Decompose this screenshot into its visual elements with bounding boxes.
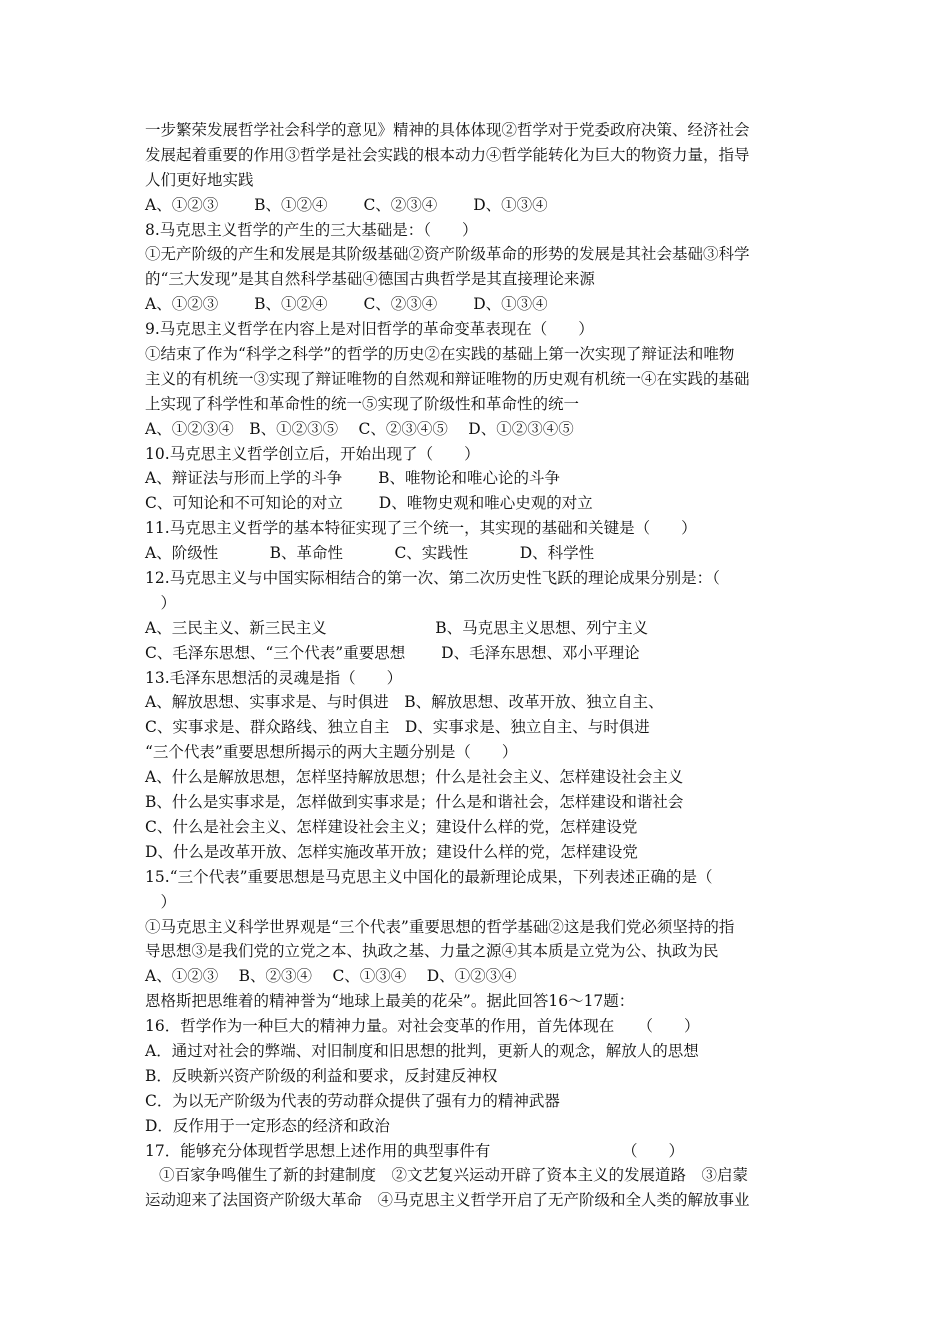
passage-intro: 恩格斯把思维着的精神誉为“地球上最美的花朵”。据此回答16～17题： <box>145 992 635 1011</box>
question-13: 13.毛泽东思想活的灵魂是指（ ） <box>145 668 403 687</box>
answer-options: C、可知论和不可知论的对立 D、唯物史观和唯心史观的对立 <box>145 494 593 513</box>
answer-options: A、三民主义、新三民主义 B、马克思主义思想、列宁主义 <box>145 618 649 637</box>
answer-options: A、①②③④ B、①②③⑤ C、②③④⑤ D、①②③④⑤ <box>145 419 574 438</box>
question-14: “三个代表”重要思想所揭示的两大主题分别是（ ） <box>145 743 518 762</box>
question-17: 17．能够充分体现哲学思想上述作用的典型事件有 （ ） <box>145 1141 684 1160</box>
answer-options: A、①②③ B、①②④ C、②③④ D、①③④ <box>145 295 548 314</box>
question-15: 15.“三个代表”重要思想是马克思主义中国化的最新理论成果，下列表述正确的是（ <box>145 867 713 886</box>
answer-option: B、什么是实事求是，怎样做到实事求是；什么是和谐社会，怎样建设和谐社会 <box>145 793 684 812</box>
text-line: 一步繁荣发展哲学社会科学的意见》精神的具体体现②哲学对于党委政府决策、经济社会 <box>145 121 750 139</box>
text-line: ①无产阶级的产生和发展是其阶级基础②资产阶级革命的形势的发展是其社会基础③科学 <box>145 245 750 264</box>
answer-options: A、辩证法与形而上学的斗争 B、唯物论和唯心论的斗争 <box>145 469 561 488</box>
text-line: 上实现了科学性和革命性的统一⑤实现了阶级性和革命性的统一 <box>145 394 580 413</box>
answer-options: A、解放思想、实事求是、与时俱进 B、解放思想、改革开放、独立自主、 <box>145 693 664 712</box>
text-line: 发展起着重要的作用③哲学是社会实践的根本动力④哲学能转化为巨大的物资力量，指导 <box>145 145 750 164</box>
question-12: 12.马克思主义与中国实际相结合的第一次、第二次历史性飞跃的理论成果分别是：（ <box>145 569 720 588</box>
question-11: 11.马克思主义哲学的基本特征实现了三个统一，其实现的基础和关键是（ ） <box>145 519 697 538</box>
question-16: 16．哲学作为一种巨大的精神力量。对社会变革的作用，首先体现在 （ ） <box>145 1017 700 1036</box>
answer-option: D．反作用于一定形态的经济和政治 <box>145 1116 390 1135</box>
text-line: ①结束了作为“科学之科学”的哲学的历史②在实践的基础上第一次实现了辩证法和唯物 <box>145 345 735 364</box>
answer-options: C、毛泽东思想、“三个代表”重要思想 D、毛泽东思想、邓小平理论 <box>145 643 640 662</box>
answer-option: A．通过对社会的弊端、对旧制度和旧思想的批判，更新人的观念，解放人的思想 <box>145 1041 699 1060</box>
question-9: 9.马克思主义哲学在内容上是对旧哲学的革命变革表现在（ ） <box>145 320 594 339</box>
text-line: ） <box>145 593 177 612</box>
text-line: 导思想③是我们党的立党之本、执政之基、力量之源④其本质是立党为公、执政为民 <box>145 942 719 961</box>
answer-option: C、什么是社会主义、怎样建设社会主义；建设什么样的党，怎样建设党 <box>145 817 638 836</box>
text-line: ①百家争鸣催生了新的封建制度 ②文艺复兴运动开辟了资本主义的发展道路 ③启蒙 <box>159 1166 749 1185</box>
answer-options: C、实事求是、群众路线、独立自主 D、实事求是、独立自主、与时俱进 <box>145 718 650 737</box>
answer-options: A、①②③ B、②③④ C、①③④ D、①②③④ <box>145 967 517 986</box>
question-8: 8.马克思主义哲学的产生的三大基础是：（ ） <box>145 220 478 239</box>
answer-options: A、阶级性 B、革命性 C、实践性 D、科学性 <box>145 544 595 563</box>
text-line: 运动迎来了法国资产阶级大革命 ④马克思主义哲学开启了无产阶级和全人类的解放事业 <box>145 1191 750 1210</box>
text-line: ） <box>145 892 177 911</box>
document-page <box>145 118 815 1213</box>
question-10: 10.马克思主义哲学创立后，开始出现了（ ） <box>145 444 480 463</box>
text-line: ①马克思主义科学世界观是“三个代表”重要思想的哲学基础②这是我们党必须坚持的指 <box>145 917 735 936</box>
answer-option: C．为以无产阶级为代表的劳动群众提供了强有力的精神武器 <box>145 1091 560 1110</box>
text-line: 的“三大发现”是其自然科学基础④德国古典哲学是其直接理论来源 <box>145 270 595 289</box>
text-line: 主义的有机统一③实现了辩证唯物的自然观和辩证唯物的历史观有机统一④在实践的基础 <box>145 369 750 388</box>
answer-option: B．反映新兴资产阶级的利益和要求，反封建反神权 <box>145 1066 498 1085</box>
answer-options: A、①②③ B、①②④ C、②③④ D、①③④ <box>145 195 548 214</box>
answer-option: A、什么是解放思想，怎样坚持解放思想；什么是社会主义、怎样建设社会主义 <box>145 768 684 787</box>
answer-option: D、什么是改革开放、怎样实施改革开放；建设什么样的党，怎样建设党 <box>145 842 638 861</box>
text-line: 人们更好地实践 <box>145 170 254 189</box>
